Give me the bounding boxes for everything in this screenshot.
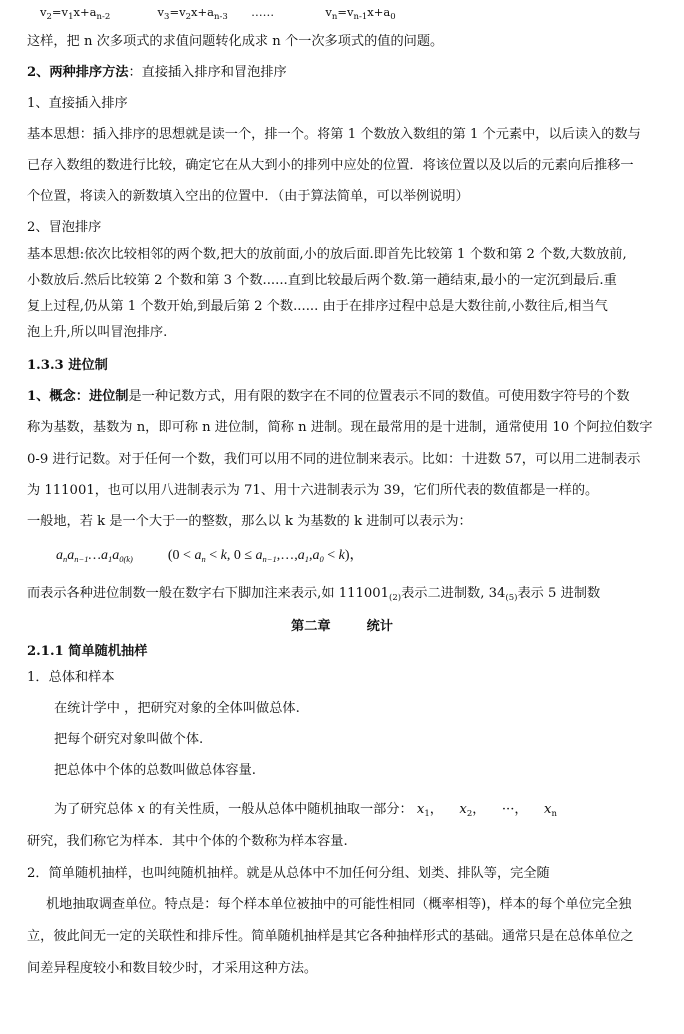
section-heading-211: 2.1.1 简单随机抽样 [27,644,148,659]
paragraph-line: 已存入数组的数进行比较，确定它在从大到小的排列中应处的位置．将该位置以及以后的元素向后推移一 [27,158,634,173]
subheading-insertion-sort: 1、直接插入排序 [27,96,128,111]
paragraph-line: 基本思想：插入排序的思想就是读一个，排一个。将第 1 个数放入数组的第 1 个元素中，以后读入的数与 [27,127,641,142]
paragraph-line: 间差异程度较小和数目较少时，才采用这种方法。 [27,961,318,976]
paragraph-line: 小数放后.然后比较第 2 个数和第 3 个数......直到比较最后两个数.第一趟结束,最小的一定沉到最后.重 [27,273,617,288]
paragraph-line: 基本思想:依次比较相邻的两个数,把大的放前面,小的放后面.即首先比较第 1 个数和第 2 个数,大数放前, [27,247,627,262]
paragraph-line: 2．简单随机抽样，也叫纯随机抽样。就是从总体中不加任何分组、划类、排队等，完全随 [27,866,550,881]
paragraph-line: 复上过程,仍从第 1 个数开始,到最后第 2 个数...... 由于在排序过程中总是大数往前,小数往后,相当气 [27,299,608,314]
base-k-condition: ($0 < a_n < k$, $0 \le a_{n-1},\dots,a_1,a_0 < k$)， [167,548,364,564]
paragraph-line: 泡上升,所以叫冒泡排序. [27,325,168,340]
paragraph-line: 研究，我们称它为样本．其中个体的个数称为样本容量. [27,834,348,849]
paragraph-line: 称为基数，基数为 n，即可称 n 进位制，简称 n 进制。现在最常用的是十进制，通常使用 10 个阿拉伯数字 [27,420,653,435]
subheading-bubble-sort: 2、冒泡排序 [27,220,102,235]
paragraph-line: 在统计学中 ，把研究对象的全体叫做总体. [54,701,300,716]
paragraph-line-concept: 1、概念：进位制是一种记数方式，用有限的数字在不同的位置表示不同的数值。可使用数字符号的个数 [27,389,630,404]
paragraph-line: 机地抽取调查单位。特点是：每个样本单位被抽中的可能性相同（概率相等)，样本的每个单位完全独 [46,897,632,912]
formula-vn: $v_n=v_{n-1}x+a_0$ [325,5,396,22]
formula-v2: $v_2=v_1x+a_{n-2}$ [40,5,111,22]
horner-formula-row [40,2,670,27]
formula-dots: …… [251,5,275,19]
paragraph-line: 为 111001，也可以用八进制表示为 71、用十六进制表示为 39，它们所代表的数值都是一样的。 [27,483,599,498]
formula-v3: $v_3=v_2x+a_{n-3}$ [157,5,228,22]
subheading-population-sample: 1．总体和样本 [27,670,115,685]
paragraph-line: 0-9 进行记数。对于任何一个数，我们可以用不同的进位制来表示。比如：十进数 57，可以用二进制表示 [27,452,641,467]
section-heading-sorting: 2、两种排序方法：直接插入排序和冒泡排序 [27,65,287,80]
base-k-digits: $a_na_{n-1}\dots a_1a_{0(k)}$ [56,548,133,564]
base-k-formula [56,546,670,569]
paragraph-line: 立，彼此间无一定的关联性和排斥性。简单随机抽样是其它各种抽样形式的基础。通常只是在总体单位之 [27,929,634,944]
paragraph-line: 把总体中个体的总数叫做总体容量. [54,763,257,778]
paragraph-line: 个位置，将读入的新数填入空出的位置中．（由于算法简单，可以举例说明） [27,189,469,204]
paragraph-line: 一般地，若 k 是一个大于一的整数，那么以 k 为基数的 k 进制可以表示为： [27,514,472,529]
paragraph-line-notation: 而表示各种进位制数一般在数字右下脚加注来表示,如 $111001_{(2)}$表示二进制数, $34_{(5)}$表示 5 进制数 [27,586,601,603]
paragraph-line: 把每个研究对象叫做个体. [54,732,204,747]
paragraph-line: 这样，把 n 次多项式的求值问题转化成求 n 个一次多项式的值的问题。 [27,34,444,49]
section-heading-133: 1.3.3 进位制 [27,358,108,373]
paragraph-line-sample: 为了研究总体 x 的有关性质，一般从总体中随机抽取一部分： $x_1$， $x_2$， ···， $x_n$ [54,802,557,819]
chapter-title: 第二章 统计 [291,619,393,634]
